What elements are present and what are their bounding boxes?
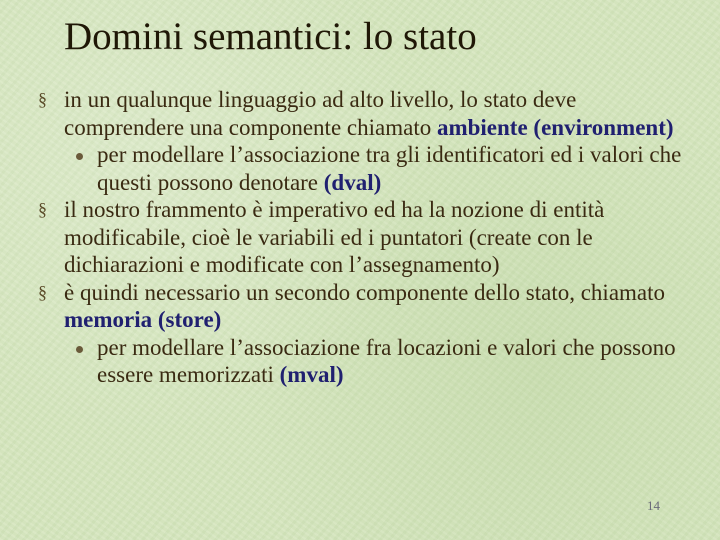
section-bullet-icon: § [38,199,47,219]
section-bullet-icon: § [38,281,47,302]
bullet-highlight: ambiente (environment) [436,114,674,140]
sub-bullet-mval [0,334,720,389]
bullet-text: è quindi necessario un secondo componente dello stato, chiamato [64,279,666,305]
round-bullet-icon [76,153,83,160]
bullet-highlight: memoria (store) [64,307,222,332]
bullet-imperative [0,196,720,279]
section-bullet-icon: § [38,89,47,109]
slide-title: Domini semantici: lo stato [64,15,477,58]
sub-bullet-dval [0,141,720,196]
slide-content [0,86,720,389]
bullet-text: il nostro frammento è imperativo ed ha la nozione di entità modificabile, cioè le variabili ed i puntatori (create con le dichiarazioni e modificate con l’assegnamento) [64,197,605,277]
sub-bullet-highlight: (dval) [323,169,382,195]
bullet-environment [0,86,720,141]
round-bullet-icon [76,346,83,353]
bullet-text: in un qualunque linguaggio ad alto livello, lo stato deve comprendere una componente chiamato [64,87,577,140]
bullet-store [0,279,720,334]
sub-bullet-highlight: (mval) [279,362,344,387]
page-number: 14 [647,498,660,513]
sub-bullet-text: per modellare l’associazione tra gli identificatori ed i valori che questi possono denotare [97,142,682,195]
sub-bullet-text: per modellare l’associazione fra locazioni e valori che possono essere memorizzati [97,334,676,387]
